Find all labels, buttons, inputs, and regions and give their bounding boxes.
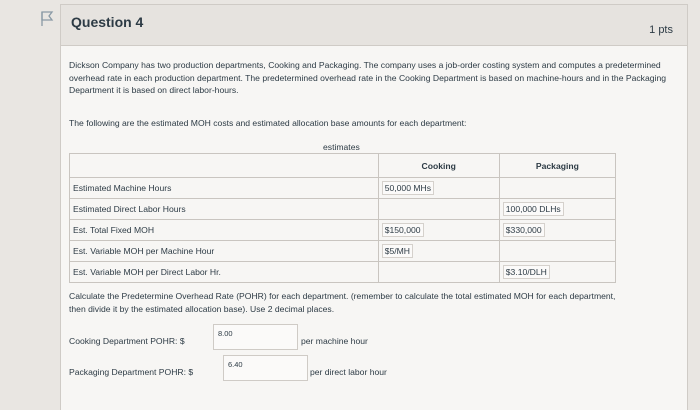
- packaging-cell: [499, 220, 615, 241]
- table-row: [70, 241, 616, 262]
- packaging-currency: $: [188, 367, 194, 377]
- cell-value: $3.10/DLH: [503, 265, 550, 279]
- cooking-unit-label: per machine hour: [301, 336, 368, 346]
- cell-value: 100,000 DLHs: [503, 202, 564, 216]
- table-row: [70, 178, 616, 199]
- packaging-cell: [499, 178, 615, 199]
- table-row: [70, 262, 616, 283]
- packaging-cell: [499, 241, 615, 262]
- packaging-cell: [499, 262, 615, 283]
- table-row: [70, 199, 616, 220]
- table-header-cell: Cooking: [378, 154, 499, 178]
- table-header-row: [70, 154, 616, 178]
- flag-question-icon[interactable]: [40, 11, 54, 27]
- packaging-answer-label: Packaging Department POHR:: [69, 367, 187, 377]
- row-label: Est. Total Fixed MOH: [70, 220, 379, 241]
- cooking-pohr-input[interactable]: [213, 324, 298, 350]
- cooking-currency: $: [179, 336, 185, 346]
- packaging-pohr-input[interactable]: [223, 355, 308, 381]
- cooking-cell: [378, 241, 499, 262]
- cooking-cell: [378, 178, 499, 199]
- question-intro: Dickson Company has two production departments, Cooking and Packaging. The company uses a job-order costing system and computes a predetermined overhead rate in each production department. The predetermined overhead rate in the Cooking Department is based on machine-hours and in the Packaging Department it is based on direct labor-hours.: [69, 60, 667, 96]
- cooking-cell: [378, 199, 499, 220]
- question-intro-2: The following are the estimated MOH costs and estimated allocation base amounts for each department:: [69, 118, 467, 128]
- question-title: Question 4: [71, 14, 144, 30]
- cell-value: $150,000: [382, 223, 424, 237]
- table-header-cell: Packaging: [499, 154, 615, 178]
- packaging-answer-row: [69, 367, 193, 377]
- row-label: Est. Variable MOH per Direct Labor Hr.: [70, 262, 379, 283]
- packaging-cell: [499, 199, 615, 220]
- cooking-cell: [378, 220, 499, 241]
- moh-estimates-table: [69, 153, 616, 283]
- cooking-cell: [378, 262, 499, 283]
- cell-value: 50,000 MHs: [382, 181, 434, 195]
- table-caption: estimates: [323, 142, 360, 152]
- cooking-answer-label: Cooking Department POHR:: [69, 336, 178, 346]
- cooking-answer-row: [69, 336, 185, 346]
- table-header-cell: [70, 154, 379, 178]
- question-card: [60, 4, 688, 410]
- cell-value: $5/MH: [382, 244, 413, 258]
- cell-value: $330,000: [503, 223, 545, 237]
- question-header: [61, 5, 687, 46]
- row-label: Estimated Machine Hours: [70, 178, 379, 199]
- row-label: Estimated Direct Labor Hours: [70, 199, 379, 220]
- packaging-pohr-value: 6.40: [228, 360, 243, 369]
- packaging-unit-label: per direct labor hour: [310, 367, 387, 377]
- question-points: 1 pts: [649, 24, 673, 36]
- table-row: [70, 220, 616, 241]
- cooking-pohr-value: 8.00: [218, 329, 233, 338]
- calc-instructions: Calculate the Predetermine Overhead Rate (POHR) for each department. (remember to calculate the total estimated MOH for each department, then divide it by the estimated allocation base). Use 2 decimal places.: [69, 291, 616, 314]
- row-label: Est. Variable MOH per Machine Hour: [70, 241, 379, 262]
